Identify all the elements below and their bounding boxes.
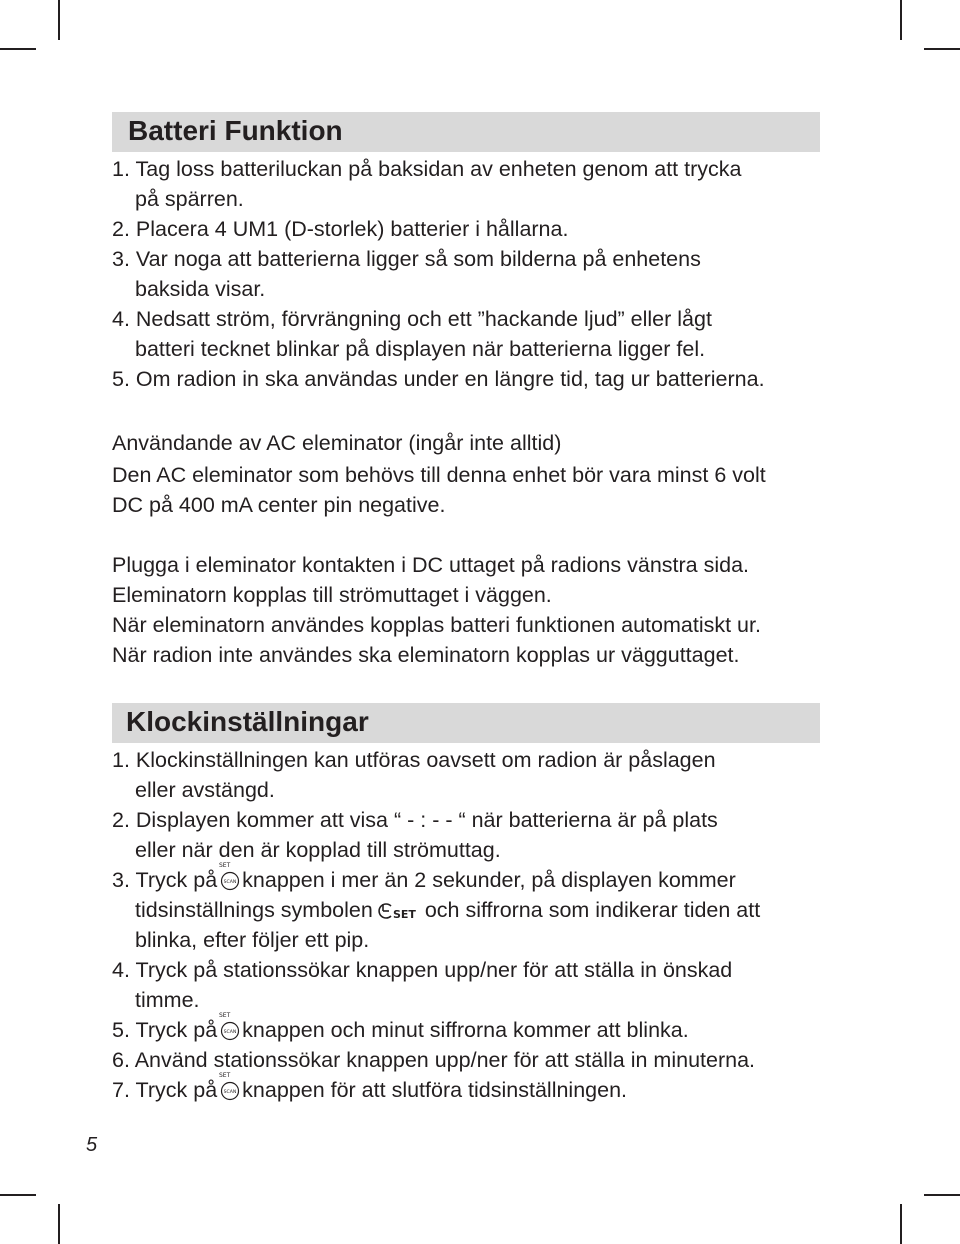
battery-item-4-cont: batteri tecknet blinkar på displayen när batterierna ligger fel. — [135, 337, 706, 361]
crop-mark-bottom-right-v — [900, 1204, 902, 1244]
clock-item-7-end: knappen för att slutföra tidsinställningen. — [242, 1078, 628, 1102]
clock-item-2: 2. Displayen kommer att visa “ - : - - “ när batterierna är på plats — [112, 808, 718, 832]
battery-heading: Batteri Funktion — [128, 115, 343, 146]
crop-mark-bottom-left-v — [58, 1204, 60, 1244]
clock-item-5 — [112, 1012, 689, 1045]
clock-item-5-start: 5. Tryck på — [112, 1018, 218, 1042]
scan-label: SCAN — [223, 1030, 237, 1035]
battery-item-3: 3. Var noga att batterierna ligger så som bilderna på enhetens — [112, 247, 701, 271]
battery-item-2: 2. Placera 4 UM1 (D-storlek) batterier i hållarna. — [112, 217, 569, 241]
battery-item-4: 4. Nedsatt ström, förvrängning och ett ”hackande ljud” eller lågt — [112, 307, 712, 331]
clock-item-3-cont — [135, 895, 760, 925]
ac-usage-1: Plugga i eleminator kontakten i DC uttaget på radions vänstra sida. — [112, 553, 750, 577]
set-label: SET — [219, 862, 231, 869]
crop-mark-top-right-h — [924, 48, 960, 50]
crop-mark-bottom-right-h — [924, 1194, 960, 1196]
clock-item-4: 4. Tryck på stationssökar knappen upp/ner för att ställa in önskad — [112, 958, 733, 982]
clock-set-icon — [377, 899, 423, 921]
battery-item-1-cont: på spärren. — [135, 187, 244, 211]
set-scan-button-icon — [219, 1012, 241, 1041]
clock-item-3-cont-2: blinka, efter följer ett pip. — [135, 928, 370, 952]
crop-mark-bottom-left-h — [0, 1194, 36, 1196]
clock-item-3-end: knappen i mer än 2 sekunder, på displayen kommer — [242, 868, 736, 892]
page-number: 5 — [86, 1134, 98, 1156]
ac-usage-2: Eleminatorn kopplas till strömuttaget i väggen. — [112, 583, 552, 607]
clock-item-3-cont-start: tidsinställnings symbolen — [135, 898, 373, 922]
set-scan-button-icon — [219, 862, 241, 891]
ac-title: Användande av AC eleminator (ingår inte alltid) — [112, 431, 562, 455]
set-scan-button-icon — [219, 1072, 241, 1101]
battery-heading-bar — [112, 112, 820, 152]
battery-item-3-cont: baksida visar. — [135, 277, 266, 301]
clock-heading-bar — [112, 703, 820, 743]
clock-item-7-start: 7. Tryck på — [112, 1078, 218, 1102]
ac-usage-3: När eleminatorn användes kopplas batteri funktionen automatiskt ur. — [112, 613, 761, 637]
clock-item-3-start: 3. Tryck på — [112, 868, 218, 892]
clock-item-6: 6. Använd stationssökar knappen upp/ner för att ställa in minuterna. — [112, 1048, 756, 1072]
clock-item-3-cont-end: och siffrorna som indikerar tiden att — [424, 898, 761, 922]
crop-mark-top-left-h — [0, 48, 36, 50]
clock-item-7 — [112, 1072, 628, 1105]
scan-label: SCAN — [223, 1090, 237, 1095]
clock-heading: Klockinställningar — [126, 706, 369, 737]
crop-mark-top-left-v — [58, 0, 60, 40]
clock-item-1: 1. Klockinställningen kan utföras oavsett om radion är påslagen — [112, 748, 716, 772]
set-label: SET — [219, 1072, 231, 1079]
set-symbol-label: SET — [392, 908, 416, 921]
scan-label: SCAN — [223, 880, 237, 885]
clock-item-3 — [112, 862, 736, 895]
crop-mark-top-right-v — [900, 0, 902, 40]
battery-item-5: 5. Om radion in ska användas under en längre tid, tag ur batterierna. — [112, 367, 765, 391]
clock-item-1-cont: eller avstängd. — [135, 778, 275, 802]
clock-item-5-end: knappen och minut siffrorna kommer att blinka. — [242, 1018, 689, 1042]
ac-usage-4: När radion inte användes ska eleminatorn kopplas ur vägguttaget. — [112, 643, 740, 667]
ac-line-1: Den AC eleminator som behövs till denna enhet bör vara minst 6 volt — [112, 463, 766, 487]
clock-item-4-cont: timme. — [135, 988, 200, 1012]
ac-line-2: DC på 400 mA center pin negative. — [112, 493, 446, 517]
battery-item-1: 1. Tag loss batteriluckan på baksidan av enheten genom att trycka — [112, 157, 742, 181]
clock-item-2-cont: eller när den är kopplad till strömuttag. — [135, 838, 501, 862]
set-label: SET — [219, 1012, 231, 1019]
